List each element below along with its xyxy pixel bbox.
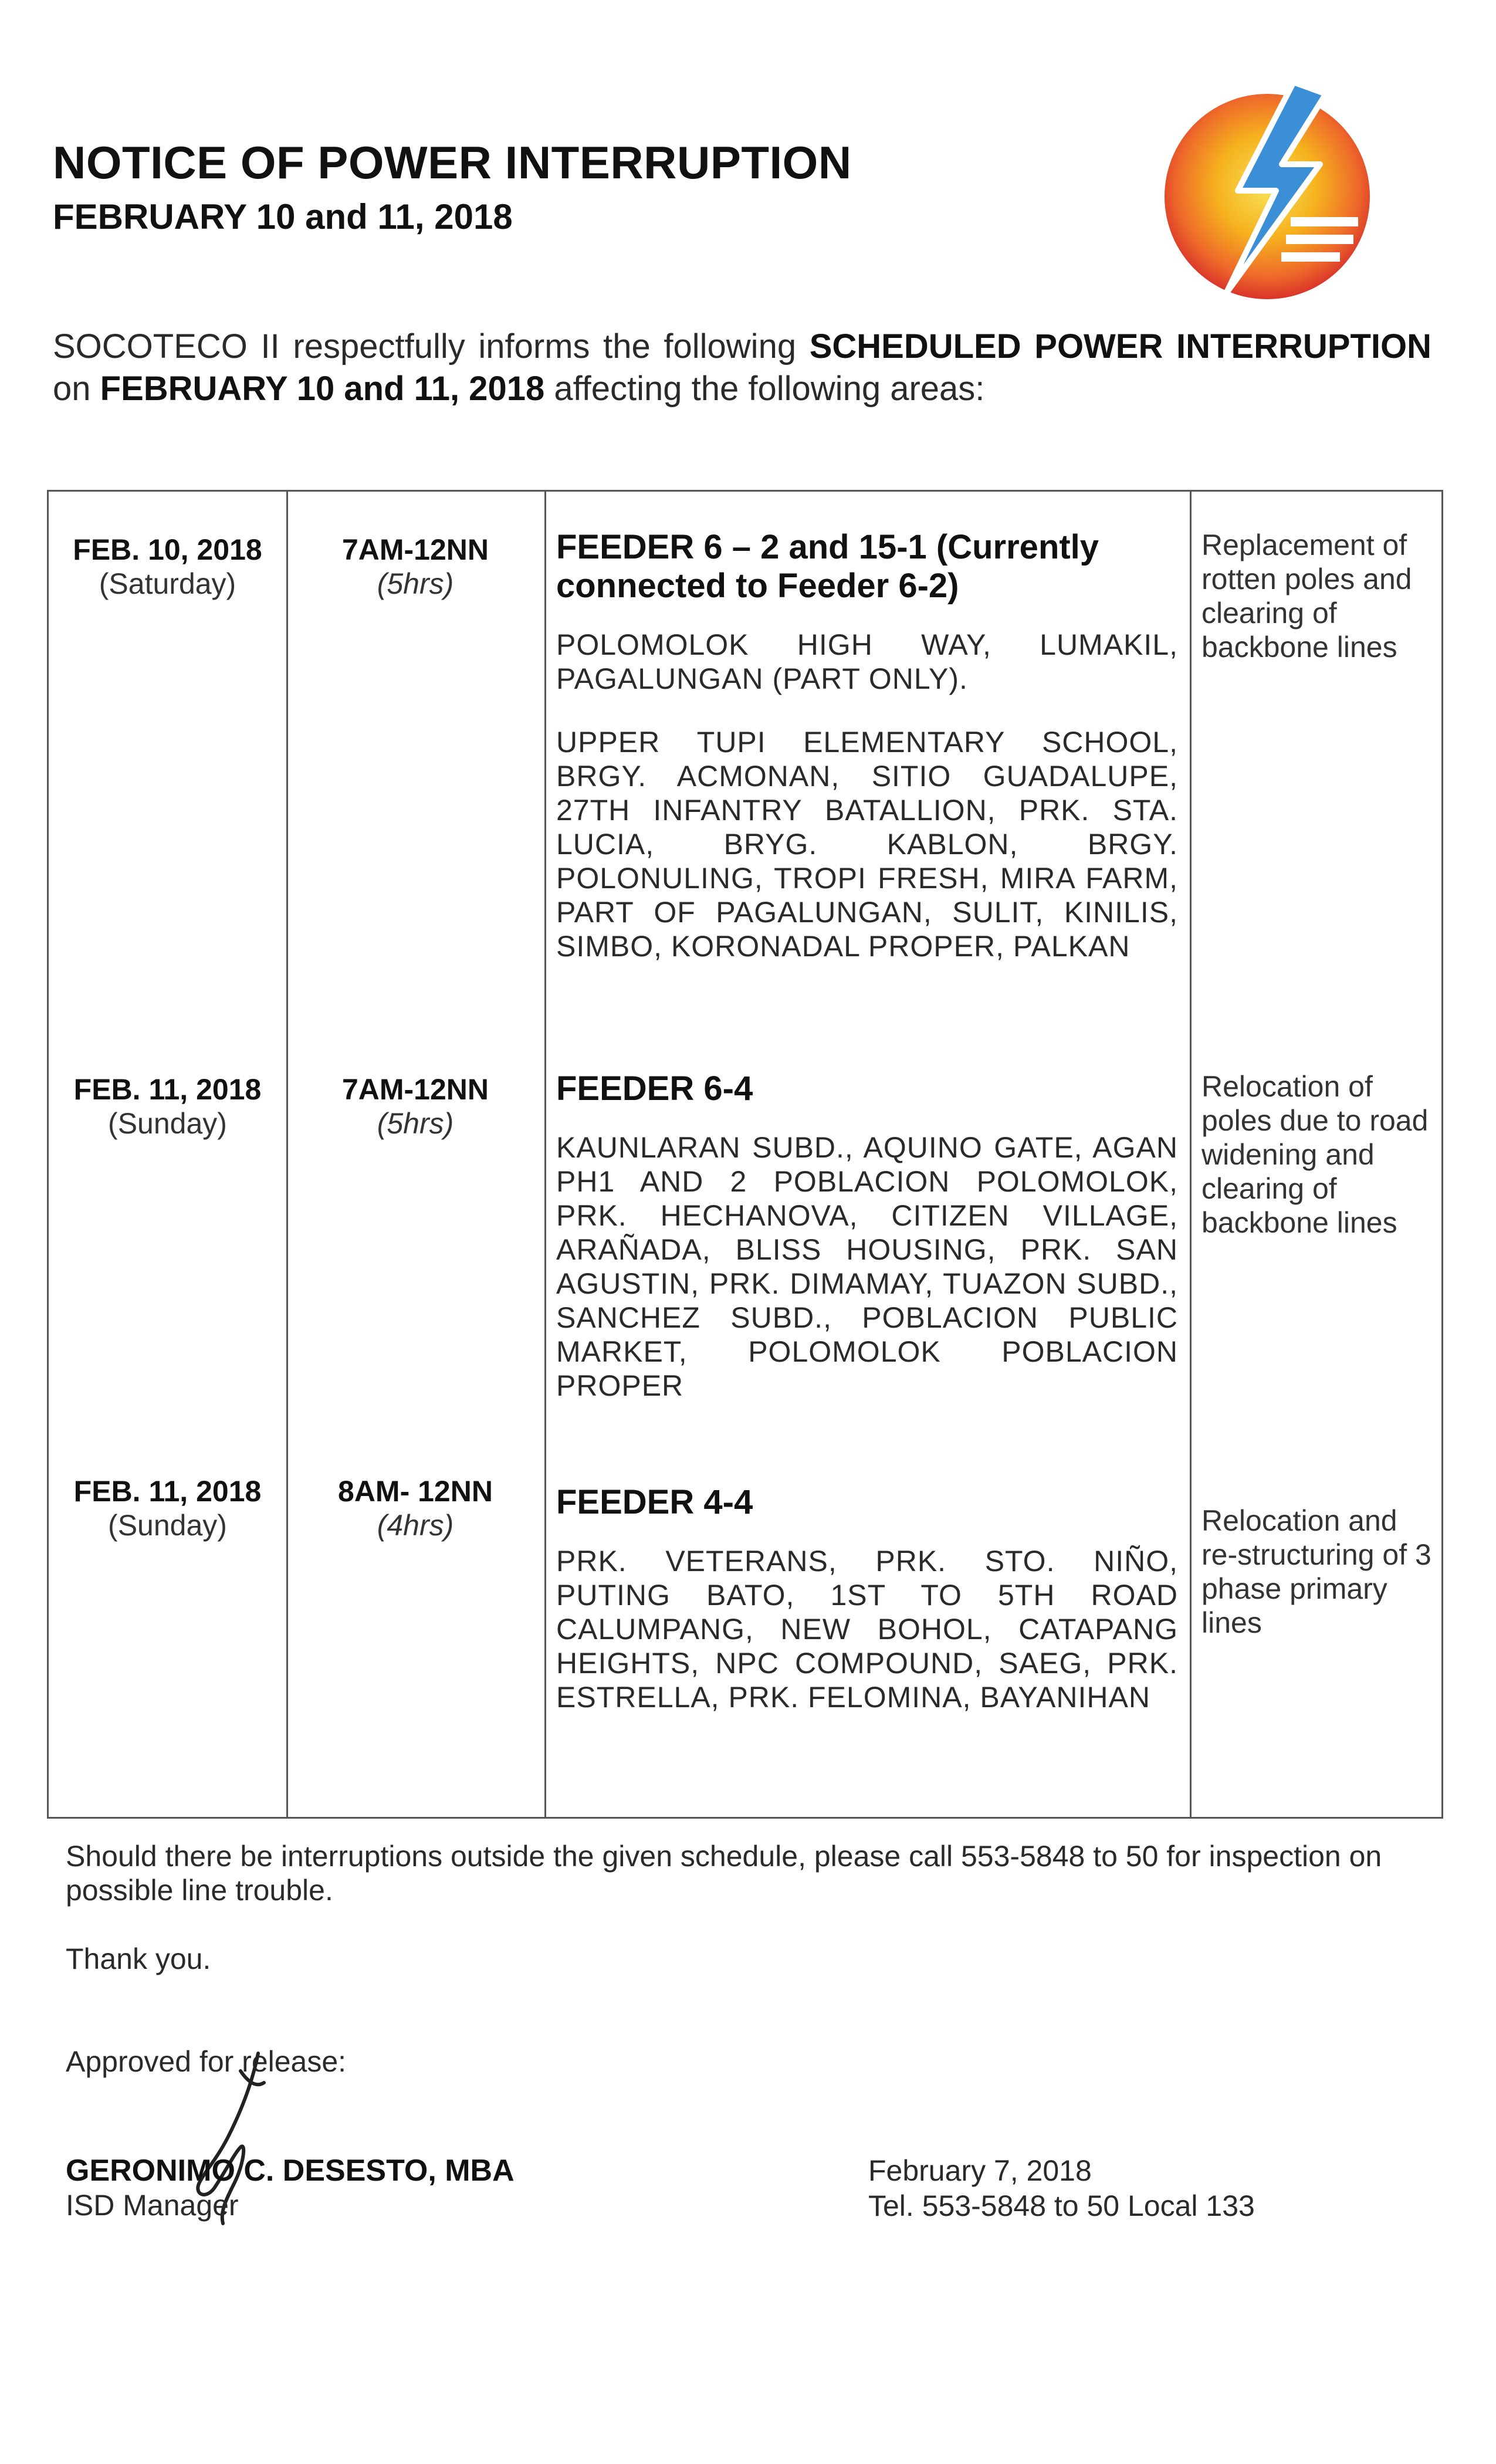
- row-1-date: [49, 533, 286, 601]
- contact-notice: Should there be interruptions outside the given schedule, please call 553-5848 to 50 for inspection on possible line trouble.: [66, 1840, 1382, 1907]
- issue-info: [868, 2153, 1255, 2223]
- column-divider: [544, 492, 546, 1817]
- page-subtitle: FEBRUARY 10 and 11, 2018: [53, 197, 513, 236]
- row-3-date: [49, 1474, 286, 1542]
- row-3-time: [286, 1474, 544, 1542]
- row-2-time: [286, 1072, 544, 1140]
- column-divider: [286, 492, 288, 1817]
- location-list: PRK. VETERANS, PRK. STO. NIÑO, PUTING BATO, 1ST TO 5TH ROAD CALUMPANG, NEW BOHOL, CATAPANG HEIGHTS, NPC COMPOUND, SAEG, PRK. ESTRELLA, PRK. FELOMINA, BAYANIHAN: [556, 1545, 1178, 1714]
- duration-text: (4hrs): [377, 1509, 454, 1542]
- signer-name: GERONIMO C. DESESTO, MBA: [66, 2154, 515, 2188]
- date-text: FEB. 11, 2018: [73, 1475, 262, 1508]
- intro-text-3: affecting the following areas:: [544, 370, 985, 408]
- feeder-title: FEEDER 6-4: [556, 1069, 753, 1108]
- day-text: (Saturday): [99, 567, 236, 600]
- row-3-reason: Relocation and re-structuring of 3 phase primary lines: [1201, 1504, 1431, 1639]
- signer-title: ISD Manager: [66, 2189, 239, 2222]
- intro-text-1: SOCOTECO II respectfully informs the following: [53, 327, 810, 365]
- duration-text: (5hrs): [377, 567, 454, 600]
- location-list: POLOMOLOK HIGH WAY, LUMAKIL, PAGALUNGAN (PART ONLY).: [556, 628, 1178, 695]
- intro-text-2: on: [53, 370, 100, 408]
- feeder-title: FEEDER 6 – 2 and 15-1 (Currently connected to Feeder 6-2): [556, 528, 1099, 605]
- row-2-date: [49, 1072, 286, 1140]
- row-2-areas: [556, 1069, 1178, 1432]
- column-divider: [1190, 492, 1192, 1817]
- feeder-title: FEEDER 4-4: [556, 1483, 753, 1521]
- time-text: 8AM- 12NN: [338, 1475, 493, 1508]
- location-list: UPPER TUPI ELEMENTARY SCHOOL, BRGY. ACMONAN, SITIO GUADALUPE, 27TH INFANTRY BATALLION, PRK. STA. LUCIA, BRYG. KABLON, BRGY. POLONULING, TROPI FRESH, MIRA FARM, PART OF PAGALUNGAN, SULIT, KINILIS, SIMBO, KORONADAL PROPER, PALKAN: [556, 726, 1178, 963]
- row-3-areas: [556, 1483, 1178, 1744]
- duration-text: (5hrs): [377, 1107, 454, 1140]
- time-text: 7AM-12NN: [341, 533, 489, 566]
- day-text: (Sunday): [108, 1107, 227, 1140]
- row-1-time: [286, 533, 544, 601]
- time-text: 7AM-12NN: [341, 1073, 489, 1106]
- lightning-bolt-logo-icon: [1150, 70, 1385, 305]
- issue-date: February 7, 2018: [868, 2154, 1092, 2187]
- telephone-number: Tel. 553-5848 to 50 Local 133: [868, 2189, 1255, 2222]
- date-text: FEB. 10, 2018: [73, 533, 262, 566]
- row-2-reason: Relocation of poles due to road widening and clearing of backbone lines: [1201, 1070, 1429, 1239]
- page-title: NOTICE OF POWER INTERRUPTION: [53, 137, 852, 188]
- day-text: (Sunday): [108, 1509, 227, 1542]
- row-1-areas: [556, 528, 1178, 993]
- approval-label: Approved for release:: [66, 2045, 347, 2078]
- date-text: FEB. 11, 2018: [73, 1073, 262, 1106]
- location-list: KAUNLARAN SUBD., AQUINO GATE, AGAN PH1 AND 2 POBLACION POLOMOLOK, PRK. HECHANOVA, CITIZEN VILLAGE, ARAÑADA, BLISS HOUSING, PRK. SAN AGUSTIN, PRK. DIMAMAY, TUAZON SUBD., SANCHEZ SUBD., POBLACION PUBLIC MARKET, POLOMOLOK POBLACION PROPER: [556, 1131, 1178, 1402]
- intro-bold-1: SCHEDULED POWER INTERRUPTION: [809, 327, 1432, 365]
- row-1-reason: Replacement of rotten poles and clearing of backbone lines: [1201, 529, 1412, 664]
- thank-you-text: Thank you.: [66, 1942, 211, 1975]
- schedule-table: [47, 490, 1443, 1819]
- intro-paragraph: [53, 326, 1431, 410]
- intro-bold-2: FEBRUARY 10 and 11, 2018: [100, 370, 545, 408]
